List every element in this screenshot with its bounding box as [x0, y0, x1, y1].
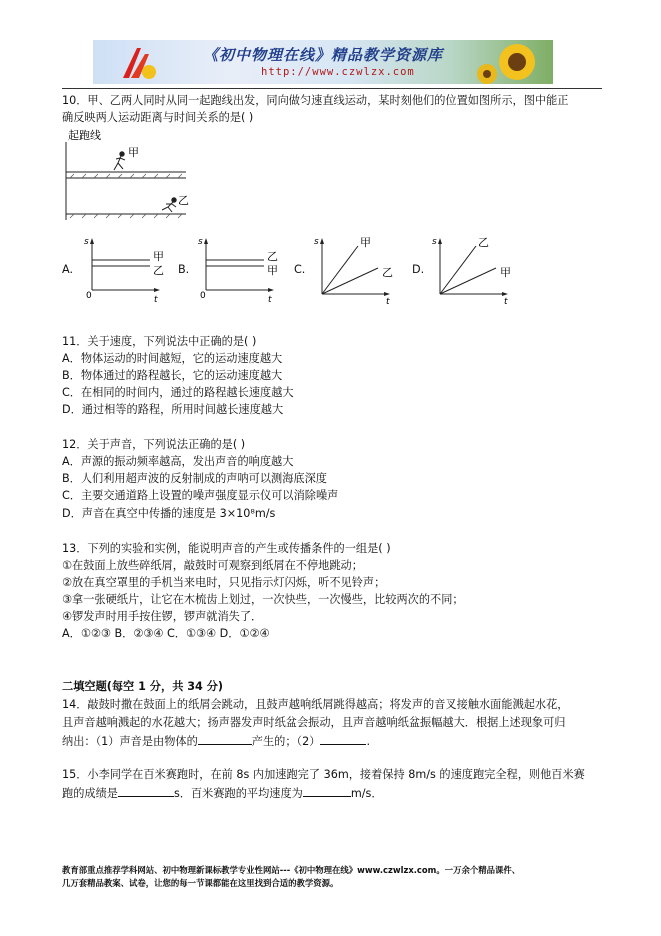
header-banner	[93, 40, 553, 84]
q13-item: ④锣发声时用手按住锣，锣声就消失了．	[62, 610, 263, 623]
axis-s-label: s	[198, 237, 203, 247]
q10-graph-b	[196, 232, 282, 304]
q15-line2-text-b: s．百米赛跑的平均速度为	[173, 787, 303, 800]
q14-line1: 14．敲鼓时撒在鼓面上的纸屑会跳动，且鼓声越响纸屑跳得越高；将发声的音叉接触水面能溅起水花，	[62, 698, 569, 711]
q10-stem-line2: 确反映两人运动距离与时间关系的是( )	[62, 111, 254, 124]
axis-s-label: s	[314, 237, 319, 247]
axis-s-label: s	[432, 237, 437, 247]
axis-t-label: t	[504, 297, 508, 304]
q14-line3-text-b: 产生的；（2）	[251, 735, 321, 748]
q10-graph-a	[82, 232, 168, 304]
q10-option-a-label: A.	[62, 263, 74, 276]
runner-b-icon	[162, 198, 176, 212]
banner-title: 《初中物理在线》精品教学资源库	[203, 46, 444, 64]
graph-c-steep-series: 甲	[360, 236, 371, 249]
q12-option: C．主要交通道路上设置的噪声强度显示仪可以消除噪声	[62, 489, 339, 502]
runner-b-label: 乙	[178, 194, 189, 207]
q10-graph-d	[430, 232, 516, 304]
q12-option: B．人们利用超声波的反射制成的声呐可以测海底深度	[62, 472, 327, 485]
q14-line2: 且声音越响溅起的水花越大；扬声器发声时纸盆会振动，且声音越响纸盆振幅越大．根据上述现象可归	[62, 716, 566, 729]
q10-graph-c	[312, 232, 398, 304]
track-start-label: 起跑线	[68, 129, 101, 142]
graph-a-top-series: 甲	[153, 250, 164, 263]
origin-label: 0	[200, 291, 206, 301]
footer-line2: 几万套精品教案、试卷，让您的每一节课都能在这里找到合适的教学资源。	[62, 878, 339, 888]
q11-stem: 11．关于速度，下列说法中正确的是( )	[62, 335, 257, 348]
q13-item: ②放在真空罩里的手机当来电时，只见指示灯闪烁，听不见铃声；	[62, 576, 386, 589]
q14-blank-1[interactable]	[198, 733, 252, 745]
footer-line1: 教育部重点推荐学科网站、初中物理新课标教学专业性网站---《初中物理在线》www.czwlzx.com。一万余个精品课件、	[62, 865, 521, 875]
origin-label: 0	[86, 291, 92, 301]
q10-option-b-label: B.	[178, 263, 190, 276]
q13-stem: 13．下列的实验和实例，能说明声音的产生或传播条件的一组是( )	[62, 542, 391, 555]
q12-option: A．声源的振动频率越高，发出声音的响度越大	[62, 455, 294, 468]
graph-a-bottom-series: 乙	[153, 264, 164, 277]
q11-option: C．在相同的时间内，通过的路程越长速度越大	[62, 386, 294, 399]
graph-d-shallow-series: 甲	[500, 266, 511, 279]
q10-stem-line1: 10．甲、乙两人同时从同一起跑线出发，同向做匀速直线运动，某时刻他们的位置如图所示，图中能正	[62, 94, 569, 107]
banner-url[interactable]: http://www.czwlzx.com	[261, 66, 415, 78]
graph-b-top-series: 乙	[267, 250, 278, 263]
site-logo-icon	[117, 44, 161, 82]
axis-s-label: s	[84, 237, 89, 247]
graph-d-steep-series: 乙	[478, 236, 489, 249]
runner-a-label: 甲	[128, 146, 139, 159]
q10-option-c-label: C.	[294, 263, 306, 276]
q12-option: D．声音在真空中传播的速度是 3×10⁸m/s	[62, 507, 276, 520]
q15-line2	[62, 785, 383, 801]
q15-blank-2[interactable]	[303, 785, 351, 797]
q11-option: B．物体通过的路程越长，它的运动速度越大	[62, 369, 283, 382]
q12-stem: 12．关于声音，下列说法正确的是( )	[62, 438, 246, 451]
axis-t-label: t	[268, 295, 272, 304]
q15-blank-1[interactable]	[118, 785, 174, 797]
q15-line2-text-a: 跑的成绩是	[62, 787, 118, 800]
q14-line3-text-c: .	[366, 735, 370, 748]
q14-blank-2[interactable]	[320, 733, 366, 745]
graph-c-shallow-series: 乙	[382, 266, 393, 279]
runner-a-icon	[114, 152, 125, 170]
sunflower-icon	[473, 40, 553, 84]
q13-answers: A．①②③ B．②③④ C．①③④ D．①②④	[62, 627, 270, 640]
graph-b-bottom-series: 甲	[267, 264, 278, 277]
q14-line3	[62, 733, 370, 749]
q11-option: A．物体运动的时间越短，它的运动速度越大	[62, 352, 283, 365]
q15-line1: 15．小李同学在百米赛跑时，在前 8s 内加速跑完了 36m，接着保持 8m/s 的速度跑完全程，则他百米赛	[62, 768, 585, 781]
q14-line3-text-a: 纳出：（1）声音是由物体的	[62, 735, 198, 748]
q10-option-d-label: D.	[412, 263, 425, 276]
q11-option: D．通过相等的路程，所用时间越长速度越大	[62, 403, 284, 416]
section-heading: 二填空题(每空 1 分，共 34 分)	[62, 680, 224, 693]
axis-t-label: t	[386, 297, 390, 304]
q13-item: ①在鼓面上放些碎纸屑，敲鼓时可观察到纸屑在不停地跳动；	[62, 559, 363, 572]
q10-track-figure	[62, 128, 192, 224]
q15-line2-text-c: m/s．	[350, 787, 383, 800]
header-rule	[62, 88, 602, 89]
q13-item: ③拿一张硬纸片，让它在木梳齿上划过，一次快些，一次慢些，比较两次的不同；	[62, 593, 464, 606]
axis-t-label: t	[154, 295, 158, 304]
